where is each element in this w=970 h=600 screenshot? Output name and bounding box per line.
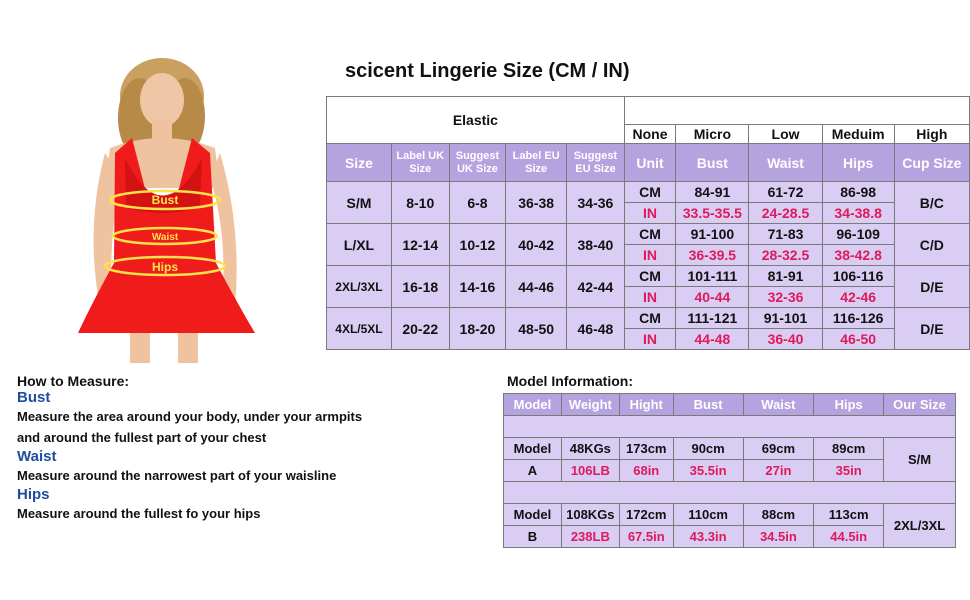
cup-cell: D/E [894,308,969,350]
header-hips: Hips [814,394,884,416]
page-title: scicent Lingerie Size (CM / IN) [345,60,630,82]
suggest-eu-cell: 38-40 [567,224,625,266]
header-size: Size [327,144,392,182]
waist-in: 28-32.5 [749,245,822,266]
header-waist: Waist [749,144,822,182]
waist-in: 36-40 [749,329,822,350]
elastic-low: Low [749,125,822,144]
bust-in: 36-39.5 [676,245,749,266]
bust-title: Bust [17,389,51,406]
hips-cm: 96-109 [822,224,894,245]
hips-cm: 86-98 [822,182,894,203]
waist-in: 32-36 [749,287,822,308]
figure-waist-label: Waist [151,232,179,243]
waist-in: 34.5in [743,526,814,548]
bust-cm: 101-111 [676,266,749,287]
bust-in: 43.3in [673,526,743,548]
cup-cell: C/D [894,224,969,266]
cup-cell: B/C [894,182,969,224]
waist-title: Waist [17,448,57,465]
suggest-eu-cell: 34-36 [567,182,625,224]
waist-in: 24-28.5 [749,203,822,224]
elastic-none: None [624,125,676,144]
suggest-uk-cell: 10-12 [449,224,506,266]
header-hight: Hight [619,394,673,416]
how-to-measure-heading: How to Measure: [17,373,130,389]
label-eu-cell: 40-42 [506,224,567,266]
elastic-meduim: Meduim [822,125,894,144]
size-table [326,96,970,350]
unit-cm: CM [624,224,676,245]
label-eu-cell: 44-46 [506,266,567,308]
bust-text-2: and around the fullest part of your chest [17,430,267,445]
hips-in: 34-38.8 [822,203,894,224]
unit-in: IN [624,287,676,308]
bust-in: 33.5-35.5 [676,203,749,224]
label-eu-cell: 36-38 [506,182,567,224]
suggest-uk-cell: 14-16 [449,266,506,308]
header-suggest-eu: Suggest EU Size [567,144,625,182]
unit-in: IN [624,245,676,266]
table-row [327,266,970,287]
suggest-uk-cell: 18-20 [449,308,506,350]
waist-text: Measure around the narrowest part of your waisline [17,468,337,483]
hips-cm: 113cm [814,504,884,526]
our-size: S/M [884,438,956,482]
model-photo [70,58,265,363]
unit-in: IN [624,203,676,224]
figure-bust-label: Bust [151,193,179,207]
hips-in: 46-50 [822,329,894,350]
bust-cm: 110cm [673,504,743,526]
unit-in: IN [624,329,676,350]
model-name: Model [504,438,562,460]
waist-in: 27in [743,460,814,482]
waist-cm: 61-72 [749,182,822,203]
waist-cm: 71-83 [749,224,822,245]
elastic-label: Elastic [327,97,625,144]
size-cell: 2XL/3XL [327,266,392,308]
height-in: 67.5in [619,526,673,548]
suggest-eu-cell: 42-44 [567,266,625,308]
suggest-eu-cell: 46-48 [567,308,625,350]
header-label-eu: Label EU Size [506,144,567,182]
table-row [504,504,956,526]
bust-cm: 91-100 [676,224,749,245]
size-cell: S/M [327,182,392,224]
hips-in: 38-42.8 [822,245,894,266]
hips-title: Hips [17,486,50,503]
header-bust: Bust [673,394,743,416]
unit-cm: CM [624,308,676,329]
elastic-micro: Micro [676,125,749,144]
header-weight: Weight [561,394,619,416]
header-our-size: Our Size [884,394,956,416]
table-row [327,308,970,329]
bust-in: 40-44 [676,287,749,308]
bust-cm: 90cm [673,438,743,460]
weight-kg: 108KGs [561,504,619,526]
cup-cell: D/E [894,266,969,308]
weight-kg: 48KGs [561,438,619,460]
table-row [327,224,970,245]
elastic-high: High [894,125,969,144]
header-suggest-uk: Suggest UK Size [449,144,506,182]
waist-cm: 88cm [743,504,814,526]
table-row [327,182,970,203]
hips-cm: 106-116 [822,266,894,287]
unit-cm: CM [624,266,676,287]
bust-in: 44-48 [676,329,749,350]
spacer-row [504,416,956,438]
waist-cm: 69cm [743,438,814,460]
waist-cm: 91-101 [749,308,822,329]
hips-in: 42-46 [822,287,894,308]
unit-cm: CM [624,182,676,203]
table-row [504,438,956,460]
model-info-table [503,393,956,548]
size-cell: 4XL/5XL [327,308,392,350]
model-name: Model [504,504,562,526]
spacer-row [504,482,956,504]
suggest-uk-cell: 6-8 [449,182,506,224]
elastic-scale [624,97,969,125]
label-uk-cell: 20-22 [391,308,449,350]
figure-hips-label: Hips [151,260,179,274]
header-hips: Hips [822,144,894,182]
label-uk-cell: 8-10 [391,182,449,224]
model-letter: A [504,460,562,482]
hips-in: 44.5in [814,526,884,548]
weight-lb: 106LB [561,460,619,482]
header-label-uk: Label UK Size [391,144,449,182]
model-letter: B [504,526,562,548]
header-unit: Unit [624,144,676,182]
hips-in: 35in [814,460,884,482]
header-waist: Waist [743,394,814,416]
label-uk-cell: 12-14 [391,224,449,266]
header-bust: Bust [676,144,749,182]
model-info-title: Model Information: [507,373,633,389]
label-uk-cell: 16-18 [391,266,449,308]
weight-lb: 238LB [561,526,619,548]
waist-cm: 81-91 [749,266,822,287]
bust-cm: 111-121 [676,308,749,329]
hips-cm: 89cm [814,438,884,460]
bust-in: 35.5in [673,460,743,482]
height-in: 68in [619,460,673,482]
hips-cm: 116-126 [822,308,894,329]
label-eu-cell: 48-50 [506,308,567,350]
bust-text-1: Measure the area around your body, under your armpits [17,409,363,424]
bust-cm: 84-91 [676,182,749,203]
our-size: 2XL/3XL [884,504,956,548]
header-cup-size: Cup Size [894,144,969,182]
size-cell: L/XL [327,224,392,266]
height-cm: 172cm [619,504,673,526]
height-cm: 173cm [619,438,673,460]
how-to-measure [17,373,417,524]
hips-text: Measure around the fullest fo your hips [17,506,261,521]
header-model: Model [504,394,562,416]
